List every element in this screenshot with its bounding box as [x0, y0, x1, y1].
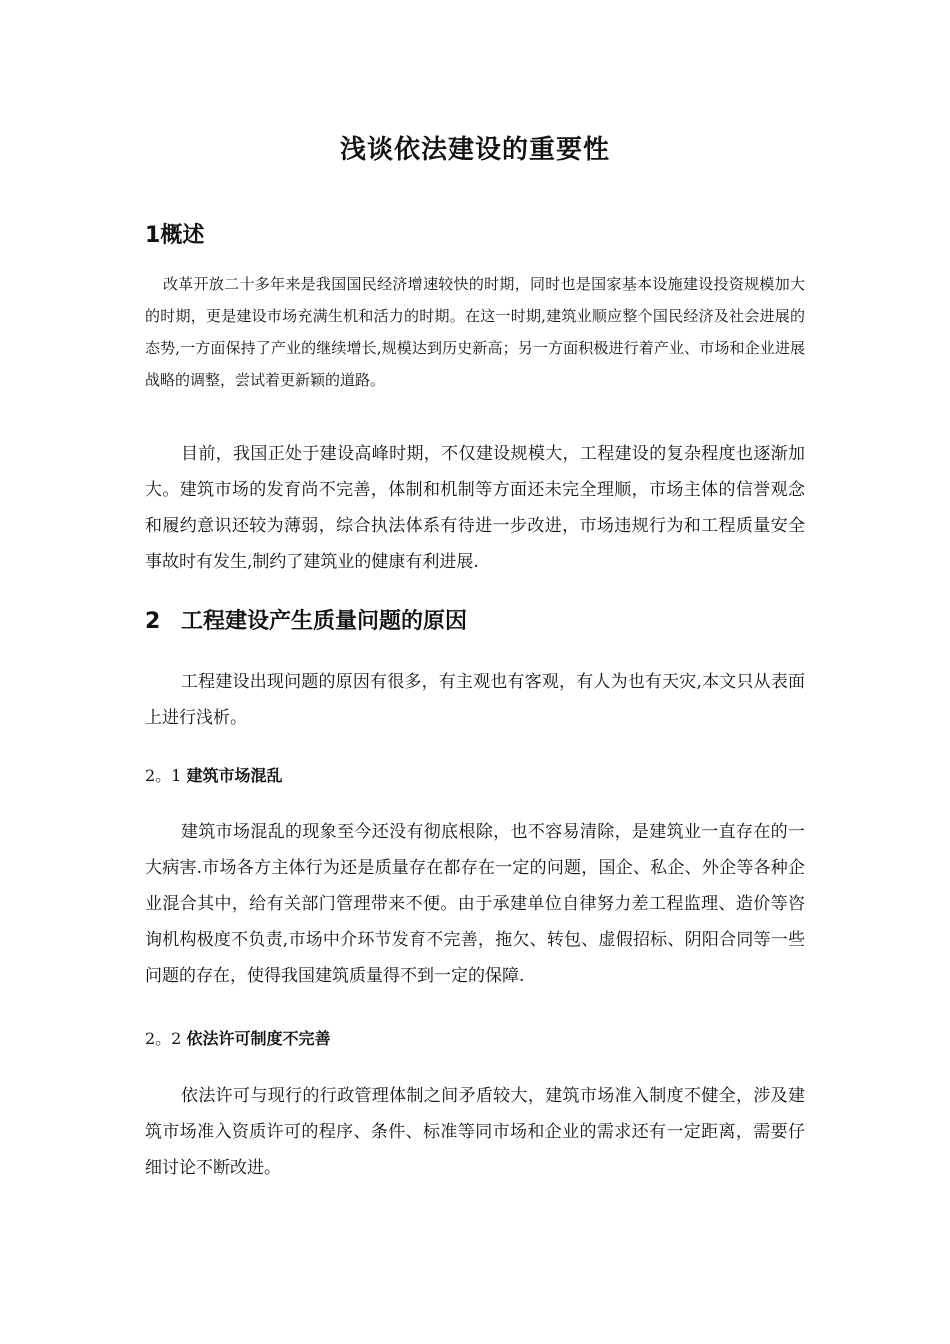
subsection-2-1-heading	[145, 763, 805, 789]
subsection-title: 依法许可制度不完善	[186, 1029, 331, 1048]
paragraph: 依法许可与现行的行政管理体制之间矛盾较大，建筑市场准入制度不健全，涉及建筑市场准入资质许可的程序、条件、标准等同市场和企业的需求还有一定距离，需要仔细讨论不断改进。	[145, 1086, 805, 1178]
paragraph: 工程建设出现问题的原因有很多，有主观也有客观，有人为也有天灾,本文只从表面上进行浅析。	[145, 672, 805, 728]
paragraph: 改革开放二十多年来是我国国民经济增速较快的时期，同时也是国家基本设施建设投资规模加大的时期，更是建设市场充满生机和活力的时期。在这一时期,建筑业顺应整个国民经济及社会进展的态势,一方面保持了产业的继续增长,规模达到历史新高；另一方面积极进行着产业、市场和企业进展战略的调整，尝试着更新颖的道路。	[145, 275, 805, 389]
document-title: 浅谈依法建设的重要性	[339, 135, 610, 165]
section-title: 工程建设产生质量问题的原因	[181, 609, 468, 634]
paragraph: 目前，我国正处于建设高峰时期，不仅建设规模大，工程建设的复杂程度也逐渐加大。建筑市场的发育尚不完善，体制和机制等方面还未完全理顺，市场主体的信誉观念和履约意识还较为薄弱，综合执法体系有待进一步改进，市场违规行为和工程质量安全事故时有发生,制约了建筑业的健康有利进展.	[145, 444, 805, 572]
subsection-title: 建筑市场混乱	[186, 766, 283, 785]
paragraph: 建筑市场混乱的现象至今还没有彻底根除，也不容易清除，是建筑业一直存在的一大病害.市场各方主体行为还是质量存在都存在一定的问题，国企、私企、外企等各种企业混合其中，给有关部门管理带来不便。由于承建单位自律努力差工程监理、造价等咨询机构极度不负责,市场中介环节发育不完善，拖欠、转包、虚假招标、阴阳合同等一些问题的存在，使得我国建筑质量得不到一定的保障.	[145, 822, 805, 986]
section-number: 2	[145, 609, 161, 634]
section-1-heading	[145, 220, 805, 252]
subsection-2-2-heading	[145, 1026, 805, 1052]
section-number: 1	[145, 223, 161, 248]
subsection-number: 2。2	[145, 1029, 182, 1048]
section-title: 概述	[160, 223, 205, 248]
subsection-number: 2。1	[145, 766, 182, 785]
section-2-heading	[145, 606, 805, 638]
